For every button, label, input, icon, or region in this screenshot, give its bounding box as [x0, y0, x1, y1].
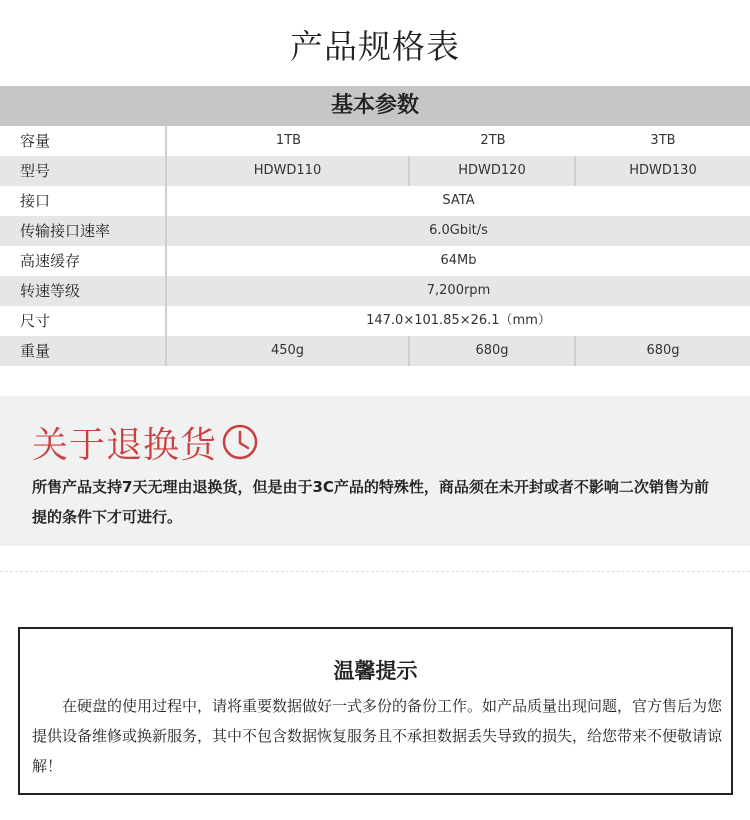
notice-title: 温馨提示: [333, 659, 418, 683]
spec-row-model: [0, 156, 750, 186]
return-policy-section: [0, 396, 750, 546]
spec-row-interface: [0, 186, 750, 216]
spec-value: 147.0×101.85×26.1（mm）: [366, 313, 551, 328]
spec-value: 450g: [167, 336, 410, 366]
spec-label: 型号: [0, 156, 167, 186]
spec-value: 2TB: [480, 133, 506, 148]
clock-icon: [221, 423, 259, 461]
spec-value: SATA: [442, 193, 475, 208]
spec-row-dimensions: [0, 306, 750, 336]
spec-row-capacity: [0, 126, 750, 156]
spec-label: 传输接口速率: [0, 216, 167, 246]
spec-value: 6.0Gbit/s: [429, 223, 488, 238]
spec-label: 容量: [0, 126, 167, 156]
return-policy-text: 所售产品支持7天无理由退换货，但是由于3C产品的特殊性，商品须在未开封或者不影响二次销售为前提的条件下才可进行。: [32, 478, 709, 526]
return-policy-title: [32, 422, 259, 466]
spec-value: 64Mb: [440, 253, 477, 268]
spec-label: 尺寸: [0, 306, 167, 336]
spec-row-rpm: [0, 276, 750, 306]
notice-text: 在硬盘的使用过程中，请将重要数据做好一式多份的备份工作。如产品质量出现问题，官方售后为您提供设备维修或换新服务，其中不包含数据恢复服务且不承担数据丢失导致的损失，给您带来不便敬请谅解！: [32, 697, 723, 775]
spec-row-transfer-rate: [0, 216, 750, 246]
spec-value: 7,200rpm: [426, 283, 491, 298]
spec-label: 转速等级: [0, 276, 167, 306]
spec-value: 680g: [646, 343, 680, 358]
spec-value: 680g: [410, 336, 576, 366]
spec-value: HDWD110: [167, 156, 410, 186]
spec-label: 接口: [0, 186, 167, 216]
spec-value: 3TB: [650, 133, 676, 148]
return-policy-title-text: 关于退换货: [32, 424, 218, 466]
spec-table-header: 基本参数: [0, 86, 750, 126]
spec-row-weight: [0, 336, 750, 366]
spec-value: HDWD120: [410, 156, 576, 186]
spec-value: HDWD130: [629, 163, 697, 178]
spec-value: 1TB: [275, 133, 302, 148]
spec-table: [0, 86, 750, 366]
divider: [0, 571, 750, 572]
spec-label: 重量: [0, 336, 167, 366]
spec-row-cache: [0, 246, 750, 276]
spec-label: 高速缓存: [0, 246, 167, 276]
page-title: 产品规格表: [290, 27, 460, 66]
notice-box: [18, 627, 733, 795]
